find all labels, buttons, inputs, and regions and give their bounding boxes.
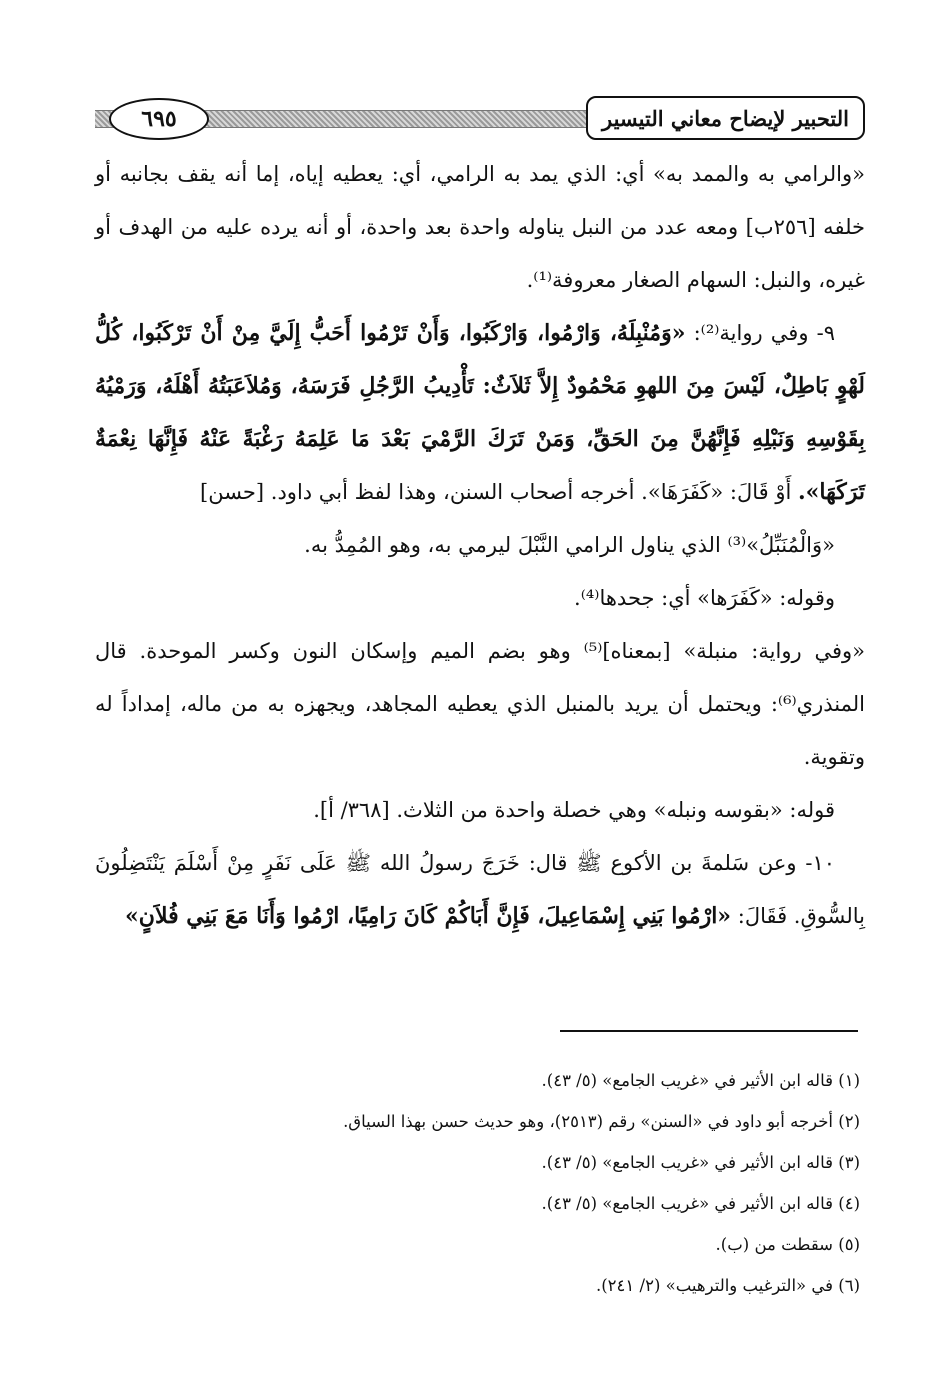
paragraph-4: وقوله: «كَفَرَها» أي: جحدها⁽⁴⁾. bbox=[574, 586, 835, 610]
hadith-10-text: «ارْمُوا بَنِي إِسْمَاعِيلَ، فَإِنَّ أَبَاكُمْ كَانَ رَامِيًا، ارْمُوا وَأَنَا مَعَ بَنِي فُلاَنٍ» bbox=[125, 903, 732, 929]
hadith-10-intro: ١٠- وعن سَلمةَ بن الأكوع ﷺ قال: خَرَجَ رسولُ الله ﷺ عَلَى نَفَرٍ مِنْ أَسْلَمَ يَنْتَضِلُونَ بِالسُّوقِ. فَقَالَ: bbox=[95, 851, 865, 928]
paragraph-2 bbox=[95, 307, 865, 519]
footnote-2: (٢) أخرجه أبو داود في «السنن» رقم (٢٥١٣)، وهو حديث حسن بهذا السياق. bbox=[343, 1112, 860, 1131]
footnote-4: (٤) قاله ابن الأثير في «غريب الجامع» (٥/ ٤٣). bbox=[541, 1194, 860, 1213]
footnote-1: (١) قاله ابن الأثير في «غريب الجامع» (٥/ ٤٣). bbox=[541, 1071, 860, 1090]
paragraph-3: «وَالْمُنَبِّلُ»⁽³⁾ الذي يناول الرامي النَّبْلَ ليرمي به، وهو المُمِدُّ به. bbox=[304, 533, 835, 557]
footnote-3: (٣) قاله ابن الأثير في «غريب الجامع» (٥/ ٤٣). bbox=[541, 1153, 860, 1172]
hadith-9-intro: ٩- وفي رواية⁽²⁾: bbox=[685, 321, 835, 345]
paragraph-6: قوله: «بقوسه ونبله» وهي خصلة واحدة من الثلاث. [٣٦٨/ أ]. bbox=[313, 798, 835, 822]
book-title: التحبير لإيضاح معاني التيسير bbox=[586, 96, 865, 140]
page-number: ٦٩٥ bbox=[109, 98, 209, 140]
footnote-separator bbox=[560, 1030, 858, 1032]
paragraph-7 bbox=[95, 837, 865, 943]
paragraph-5: «وفي رواية: منبلة» [بمعناه]⁽⁵⁾ وهو بضم الميم وإسكان النون وكسر الموحدة. قال المنذري⁽⁶⁾: ويحتمل أن يريد بالمنبل الذي يعطيه المجاهد، ويجهزه به من ماله، إمداداً له وتقوية. bbox=[95, 639, 865, 769]
page-header bbox=[95, 92, 865, 144]
hadith-9-text: «وَمُنْبِلَهُ، وَارْمُوا، وَارْكَبُوا، وَأَنْ تَرْمُوا أَحَبُّ إِلَيَّ مِنْ أَنْ تَرْكَبُوا، كُلُّ لَهْوٍ بَاطِلٌ، لَيْسَ مِنَ اللهوِ مَحْمُودٌ إِلاَّ ثَلاَثٌ: تَأْدِيبُ الرَّجُلِ فَرَسَهُ، وَمُلاَعَبَتُهُ أَهْلَهُ، وَرَمْيُهُ بِقَوْسِهِ وَنَبْلِهِ فَإِنَّهُنَّ مِنَ الحَقِّ، وَمَنْ تَرَكَ الرَّمْيَ بَعْدَ مَا عَلِمَهُ رَغْبَةً عَنْهُ فَإِنَّهَا نِعْمَةٌ تَرَكَهَا». bbox=[95, 320, 865, 505]
footnotes bbox=[95, 1060, 860, 1306]
footnote-6: (٦) في «الترغيب والترهيب» (٢/ ٢٤١). bbox=[595, 1276, 860, 1295]
paragraph-1: «والرامي به والممد به» أي: الذي يمد به الرامي، أي: يعطيه إياه، إما أنه يقف بجانبه أو خلفه [٢٥٦ب] ومعه عدد من النبل يناوله واحدة بعد واحدة، أو أنه يرده عليه من الهدف أو غيره، والنبل: السهام الصغار معروفة⁽¹⁾. bbox=[95, 162, 866, 292]
hadith-9-source: أَوْ قَالَ: «كَفَرَهَا». أخرجه أصحاب السنن، وهذا لفظ أبي داود. [حسن] bbox=[200, 480, 798, 504]
main-text bbox=[95, 148, 865, 943]
footnote-5: (٥) سقطت من (ب). bbox=[715, 1235, 860, 1254]
